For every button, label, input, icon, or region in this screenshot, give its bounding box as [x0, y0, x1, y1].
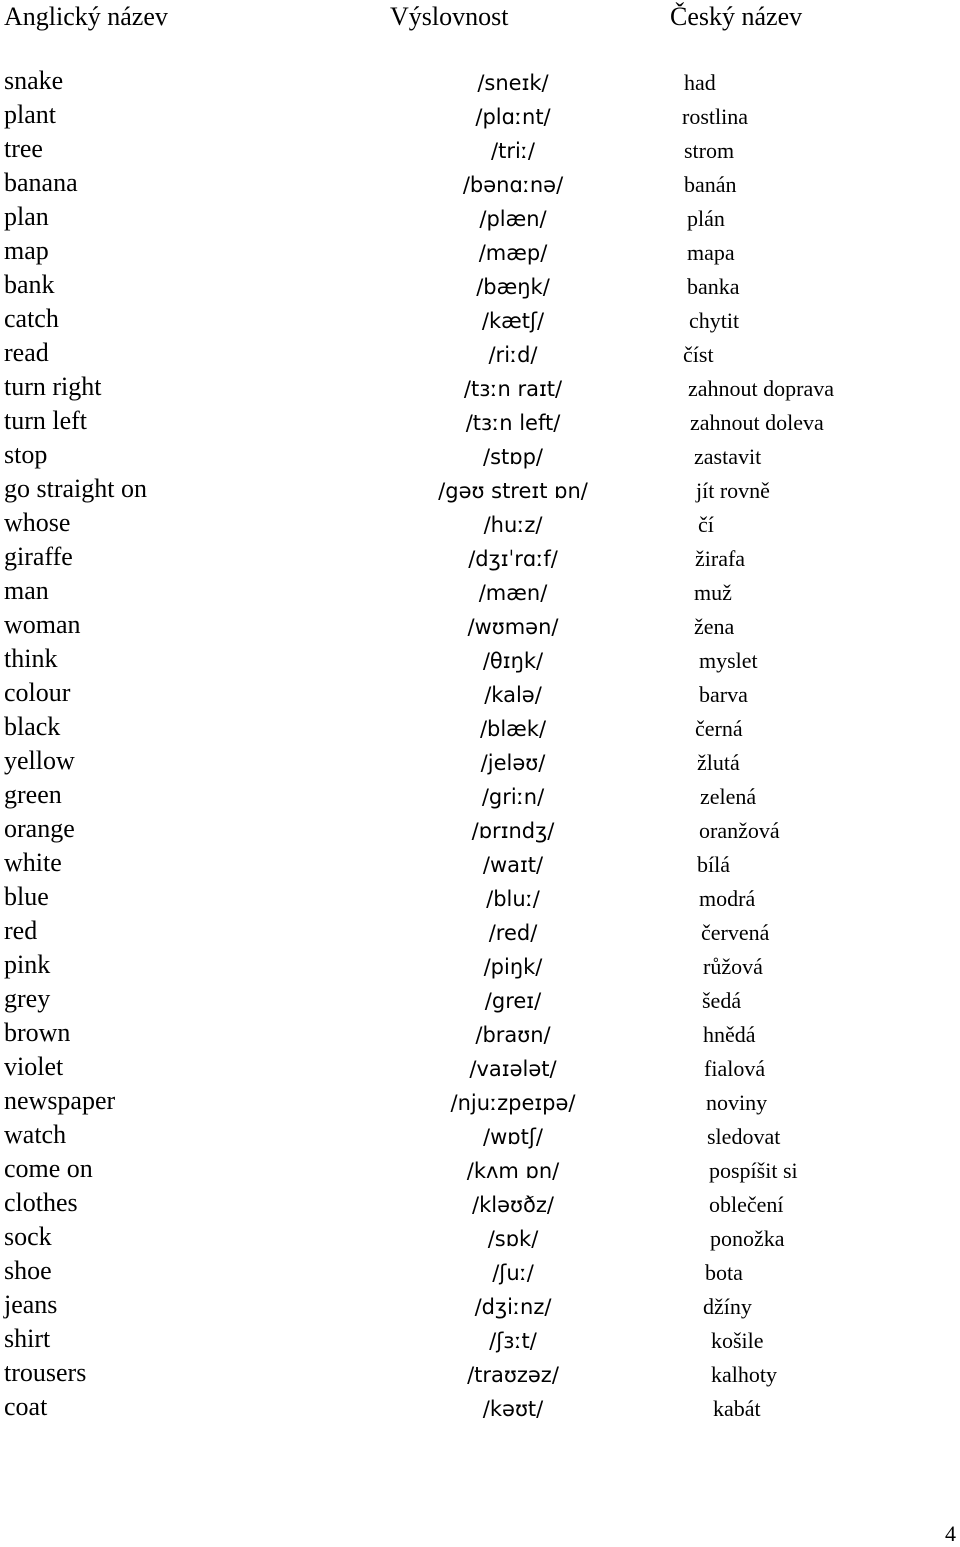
table-row — [0, 1186, 960, 1220]
english-word: bank — [4, 270, 55, 299]
pronunciation: /bæŋk/ — [476, 275, 550, 299]
english-word: black — [4, 712, 61, 741]
table-row — [0, 982, 960, 1016]
english-word: map — [4, 236, 49, 265]
czech-word: zelená — [700, 784, 757, 809]
czech-word: šedá — [702, 988, 742, 1013]
table-row — [0, 846, 960, 880]
table-row — [0, 370, 960, 404]
table-row — [0, 710, 960, 744]
table-row — [0, 1152, 960, 1186]
english-word: go straight on — [4, 474, 147, 503]
english-word: whose — [4, 508, 71, 537]
english-word: orange — [4, 814, 75, 843]
table-row — [0, 1288, 960, 1322]
czech-word: ponožka — [710, 1226, 785, 1251]
czech-word: číst — [683, 342, 714, 367]
pronunciation: /gəʊ streɪt ɒn/ — [438, 479, 588, 503]
english-word: tree — [4, 134, 43, 163]
table-row — [0, 200, 960, 234]
pronunciation: /sɒk/ — [487, 1227, 539, 1251]
czech-word: plán — [687, 206, 725, 231]
pronunciation: /wʊmən/ — [467, 615, 559, 639]
pronunciation: /greɪ/ — [484, 989, 542, 1013]
pronunciation: /kəʊt/ — [482, 1397, 544, 1421]
header-czech-name: Český název — [670, 2, 803, 31]
czech-word: kabát — [713, 1396, 761, 1421]
czech-word: žena — [694, 614, 735, 639]
table-row — [0, 1390, 960, 1424]
pronunciation: /plɑːnt/ — [475, 105, 551, 129]
czech-word: sledovat — [707, 1124, 781, 1149]
english-word: stop — [4, 440, 48, 469]
czech-word: muž — [694, 580, 732, 605]
table-row — [0, 778, 960, 812]
english-word: yellow — [4, 746, 75, 775]
pronunciation: /tɜːn raɪt/ — [463, 377, 563, 401]
pronunciation: /ʃuː/ — [492, 1261, 534, 1285]
czech-word: žirafa — [695, 546, 746, 571]
table-row — [0, 1356, 960, 1390]
table-row — [0, 234, 960, 268]
english-word: snake — [4, 66, 64, 95]
pronunciation: /traʊzəz/ — [467, 1363, 559, 1387]
english-word: watch — [4, 1120, 67, 1149]
pronunciation: /ɒrɪndʒ/ — [471, 819, 555, 843]
english-word: catch — [4, 304, 59, 333]
english-word: shoe — [4, 1256, 52, 1285]
table-row — [0, 1050, 960, 1084]
english-word: read — [4, 338, 49, 367]
czech-word: červená — [701, 920, 770, 945]
pronunciation: /stɒp/ — [483, 445, 543, 469]
pronunciation: /θɪŋk/ — [482, 649, 544, 673]
english-word: red — [4, 916, 38, 945]
table-row — [0, 744, 960, 778]
czech-word: čí — [698, 512, 714, 537]
header-pronunciation: Výslovnost — [390, 2, 509, 31]
pronunciation: /plæn/ — [479, 207, 547, 231]
english-word: brown — [4, 1018, 71, 1047]
pronunciation: /waɪt/ — [482, 853, 544, 877]
table-row — [0, 914, 960, 948]
czech-word: mapa — [687, 240, 735, 265]
table-row — [0, 64, 960, 98]
pronunciation: /kʌm ɒn/ — [466, 1159, 560, 1183]
english-word: plan — [4, 202, 49, 231]
english-word: colour — [4, 678, 71, 707]
page-number: 4 — [945, 1521, 956, 1546]
czech-word: zastavit — [694, 444, 762, 469]
english-word: blue — [4, 882, 49, 911]
czech-word: oblečení — [709, 1192, 784, 1217]
czech-word: pospíšit si — [709, 1158, 798, 1183]
table-row — [0, 506, 960, 540]
english-word: green — [4, 780, 62, 809]
pronunciation: /huːz/ — [483, 513, 543, 537]
english-word: man — [4, 576, 49, 605]
table-row — [0, 642, 960, 676]
table-row — [0, 574, 960, 608]
pronunciation: /bənɑːnə/ — [462, 173, 564, 197]
pronunciation: /mæn/ — [478, 581, 548, 605]
table-row — [0, 472, 960, 506]
english-word: woman — [4, 610, 81, 639]
czech-word: barva — [699, 682, 748, 707]
pronunciation: /braʊn/ — [475, 1023, 551, 1047]
pronunciation: /griːn/ — [481, 785, 545, 809]
english-word: turn right — [4, 372, 102, 401]
czech-word: růžová — [703, 954, 763, 979]
czech-word: džíny — [703, 1294, 752, 1319]
czech-word: modrá — [699, 886, 756, 911]
table-row — [0, 132, 960, 166]
english-word: newspaper — [4, 1086, 116, 1115]
table-row — [0, 98, 960, 132]
czech-word: strom — [684, 138, 735, 163]
table-row — [0, 302, 960, 336]
table-row — [0, 336, 960, 370]
pronunciation: /dʒɪˈrɑːf/ — [468, 547, 558, 571]
english-word: turn left — [4, 406, 88, 435]
english-word: jeans — [4, 1290, 58, 1319]
pronunciation: /njuːzpeɪpə/ — [450, 1091, 576, 1115]
english-word: come on — [4, 1154, 93, 1183]
vocabulary-list — [0, 64, 960, 1424]
table-row — [0, 812, 960, 846]
czech-word: kalhoty — [711, 1362, 777, 1387]
english-word: violet — [4, 1052, 64, 1081]
czech-word: banka — [687, 274, 740, 299]
czech-word: oranžová — [699, 818, 780, 843]
pronunciation: /bluː/ — [486, 887, 540, 911]
english-word: trousers — [4, 1358, 87, 1387]
czech-word: hnědá — [703, 1022, 756, 1047]
czech-word: bílá — [697, 852, 730, 877]
english-word: pink — [4, 950, 51, 979]
czech-word: černá — [695, 716, 743, 741]
czech-word: bota — [705, 1260, 743, 1285]
czech-word: myslet — [699, 648, 758, 673]
english-word: banana — [4, 168, 78, 197]
table-row — [0, 1118, 960, 1152]
czech-word: zahnout doprava — [688, 376, 834, 401]
table-row — [0, 1084, 960, 1118]
table-row — [0, 268, 960, 302]
english-word: sock — [4, 1222, 52, 1251]
english-word: think — [4, 644, 58, 673]
table-row — [0, 540, 960, 574]
pronunciation: /mæp/ — [478, 241, 548, 265]
pronunciation: /piŋk/ — [483, 955, 543, 979]
pronunciation: /ʃɜːt/ — [489, 1329, 537, 1353]
table-row — [0, 438, 960, 472]
pronunciation: /kalə/ — [484, 683, 542, 707]
table-row — [0, 676, 960, 710]
header-english-name: Anglický název — [4, 2, 168, 31]
czech-word: košile — [711, 1328, 764, 1353]
pronunciation: /dʒiːnz/ — [474, 1295, 552, 1319]
table-row — [0, 608, 960, 642]
czech-word: chytit — [689, 308, 740, 333]
pronunciation: /triː/ — [491, 139, 535, 163]
czech-word: žlutá — [697, 750, 740, 775]
pronunciation: /sneɪk/ — [477, 71, 549, 95]
pronunciation: /wɒtʃ/ — [483, 1125, 543, 1149]
table-row — [0, 1016, 960, 1050]
table-header — [0, 0, 960, 34]
english-word: grey — [4, 984, 51, 1013]
english-word: white — [4, 848, 62, 877]
czech-word: zahnout doleva — [690, 410, 824, 435]
pronunciation: /tɜːn left/ — [465, 411, 561, 435]
english-word: clothes — [4, 1188, 78, 1217]
czech-word: noviny — [706, 1090, 768, 1115]
czech-word: jít rovně — [696, 478, 770, 503]
pronunciation: /blæk/ — [479, 717, 547, 741]
czech-word: fialová — [704, 1056, 766, 1081]
table-row — [0, 880, 960, 914]
english-word: giraffe — [4, 542, 73, 571]
czech-word: banán — [684, 172, 737, 197]
table-row — [0, 1322, 960, 1356]
pronunciation: /riːd/ — [488, 343, 538, 367]
pronunciation: /jeləʊ/ — [480, 751, 546, 775]
czech-word: had — [684, 70, 716, 95]
pronunciation: /vaɪələt/ — [469, 1057, 557, 1081]
table-row — [0, 1220, 960, 1254]
table-row — [0, 1254, 960, 1288]
pronunciation: /kləʊðz/ — [472, 1193, 554, 1217]
pronunciation: /red/ — [488, 921, 538, 945]
pronunciation: /kætʃ/ — [481, 309, 545, 333]
english-word: shirt — [4, 1324, 51, 1353]
czech-word: rostlina — [682, 104, 748, 129]
english-word: coat — [4, 1392, 48, 1421]
table-row — [0, 166, 960, 200]
table-row — [0, 948, 960, 982]
english-word: plant — [4, 100, 56, 129]
table-row — [0, 404, 960, 438]
